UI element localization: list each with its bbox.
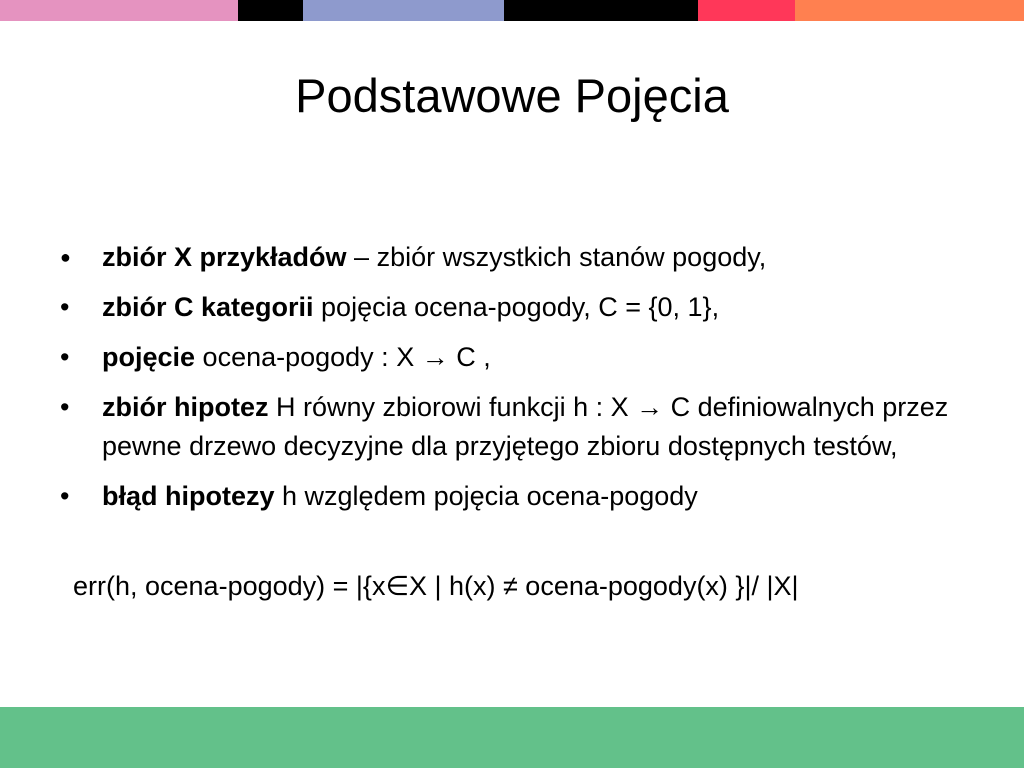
top-bar-segment-6 [795,0,1024,21]
top-bar-segment-4 [504,0,698,21]
bullet-icon: ● [60,247,71,267]
bullet-list [60,238,1010,527]
top-bar-segment-1 [0,0,238,21]
list-item [60,338,1010,377]
list-item [60,238,1010,277]
item-text: pojęcia ocena-pogody, C = {0, 1}, [313,292,720,322]
item-term: błąd hipotezy [102,481,275,511]
slide-title: Podstawowe Pojęcia [295,69,729,122]
item-text: ocena-pogody : X → C , [195,342,491,372]
item-text: – zbiór wszystkich stanów pogody, [346,242,767,272]
item-term: zbiór hipotez [102,392,269,422]
item-text: H równy zbiorowi funkcji h : X → C definiowalnych przez pewne drzewo decyzyjne dla przyjętego zbioru dostępnych testów, [102,392,949,461]
item-term: zbiór X przykładów [102,242,347,272]
item-text: h względem pojęcia ocena-pogody [274,481,698,511]
top-bar-segment-5 [698,0,795,21]
list-item [60,388,1010,466]
bullet-icon: • [60,392,70,422]
list-item [60,477,1010,516]
top-bar-segment-2 [238,0,303,21]
bullet-icon: • [60,481,70,511]
top-color-bar [0,0,1024,21]
list-item [60,288,1010,327]
footer-bar [0,707,1024,768]
bullet-icon: • [60,342,70,372]
item-term: zbiór C kategorii [102,292,314,322]
error-formula: err(h, ocena-pogody) = |{x∈X | h(x) ≠ ocena-pogody(x) }|/ |X| [73,571,799,601]
item-term: pojęcie [102,342,196,372]
top-bar-segment-3 [303,0,504,21]
bullet-icon: • [60,292,70,322]
